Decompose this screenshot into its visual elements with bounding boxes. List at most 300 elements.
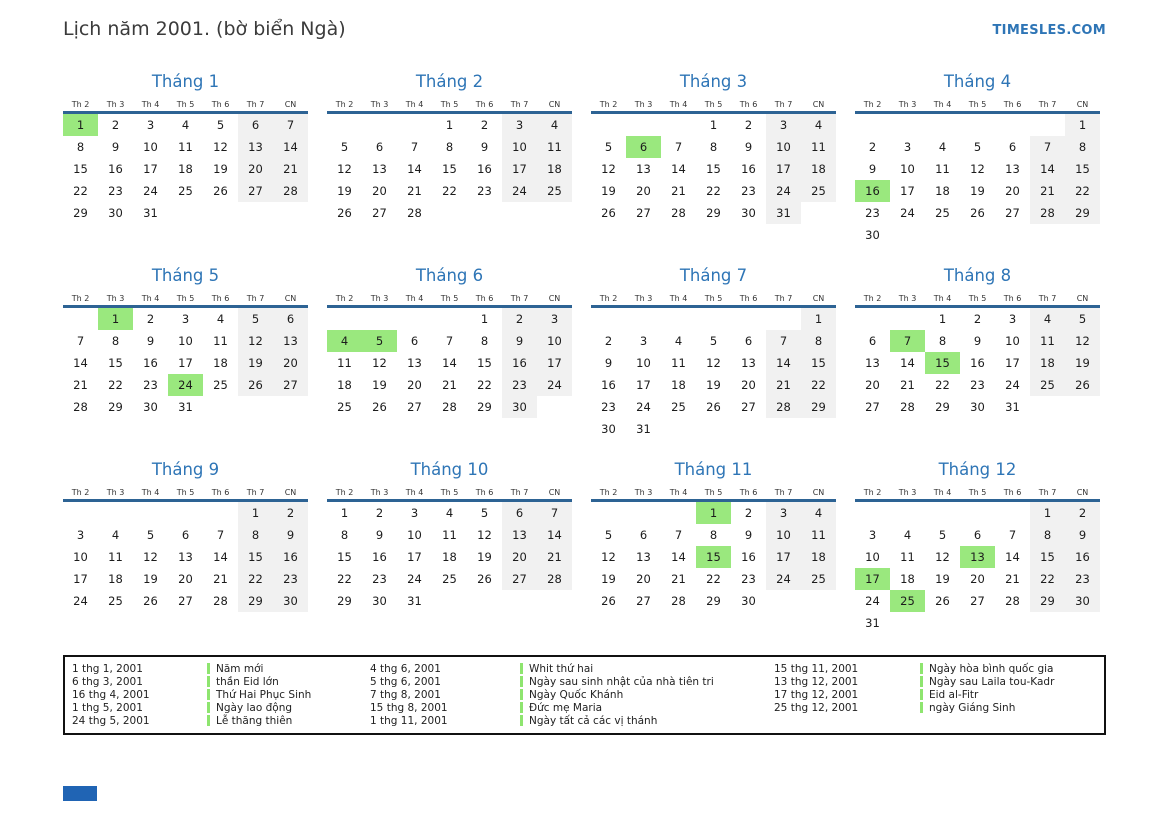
empty-cell	[1030, 396, 1065, 418]
weekday-label: Th 2	[335, 294, 354, 303]
day-cell: 26	[238, 374, 273, 396]
day-cell: 24	[636, 400, 651, 414]
day-cell: 29	[1065, 202, 1100, 224]
day-cell: 19	[601, 184, 616, 198]
empty-cell	[397, 114, 432, 136]
weekday-label: Th 3	[370, 488, 389, 497]
day-cell: 30	[865, 228, 880, 242]
week-row	[855, 114, 1100, 136]
day-cell: 16	[502, 352, 537, 374]
empty-cell	[890, 308, 925, 330]
legend-entry	[774, 675, 1100, 688]
empty-cell	[661, 418, 696, 440]
week-row	[327, 136, 572, 158]
empty-cell	[696, 418, 731, 440]
day-cell: 13	[960, 546, 995, 568]
day-cell: 3	[766, 114, 801, 136]
day-cell: 13	[865, 356, 880, 370]
holiday-date: 15 thg 8, 2001	[370, 701, 448, 714]
day-cell: 29	[801, 396, 836, 418]
day-cell: 3	[1008, 312, 1017, 326]
day-cell: 4	[674, 334, 683, 348]
week-row	[327, 330, 572, 352]
month-title: Tháng 11	[674, 460, 753, 479]
day-cell: 28	[537, 568, 572, 590]
month-11	[591, 460, 836, 654]
empty-cell	[591, 502, 626, 524]
empty-cell	[1065, 612, 1100, 634]
empty-cell	[925, 224, 960, 246]
day-cell: 13	[636, 550, 651, 564]
day-cell: 8	[709, 140, 718, 154]
day-cell: 23	[970, 378, 985, 392]
day-cell: 24	[407, 572, 422, 586]
week-row	[855, 502, 1100, 524]
weekday-label: CN	[1076, 488, 1089, 497]
holiday-name: Đức mẹ Maria	[529, 701, 603, 714]
weekday-label: Th 3	[106, 294, 125, 303]
day-cell: 23	[601, 400, 616, 414]
week-row	[855, 202, 1100, 224]
day-cell: 17	[766, 546, 801, 568]
day-cell: 13	[238, 136, 273, 158]
day-cell: 18	[213, 356, 228, 370]
weekday-label: Th 2	[599, 488, 618, 497]
day-cell: 14	[671, 162, 686, 176]
holiday-marker-icon	[520, 702, 523, 713]
month-title: Tháng 1	[151, 72, 220, 91]
day-cell: 8	[801, 330, 836, 352]
day-cell: 1	[1030, 502, 1065, 524]
holiday-name-wrap	[920, 676, 1054, 688]
empty-cell	[890, 114, 925, 136]
weekday-header-row	[63, 292, 308, 308]
day-cell: 13	[741, 356, 756, 370]
empty-cell	[238, 202, 273, 224]
day-cell: 24	[143, 184, 158, 198]
empty-cell	[537, 202, 572, 224]
week-row	[63, 502, 308, 524]
week-row	[327, 568, 572, 590]
day-cell: 24	[1005, 378, 1020, 392]
holiday-name-wrap	[920, 663, 1053, 675]
holiday-name-wrap	[207, 663, 263, 675]
month-9	[63, 460, 308, 654]
empty-cell	[591, 114, 626, 136]
week-row	[855, 136, 1100, 158]
weekday-label: Th 5	[440, 488, 459, 497]
day-cell: 16	[601, 378, 616, 392]
weekday-label: Th 4	[405, 100, 424, 109]
day-cell: 10	[143, 140, 158, 154]
day-cell: 17	[502, 158, 537, 180]
day-cell: 12	[935, 550, 950, 564]
week-row	[63, 374, 308, 396]
holiday-name-wrap	[207, 676, 279, 688]
weekday-label: Th 3	[106, 488, 125, 497]
empty-cell	[1030, 612, 1065, 634]
day-cell: 6	[973, 528, 982, 542]
weekday-label: CN	[284, 100, 297, 109]
day-cell: 21	[1030, 180, 1065, 202]
weekday-label: Th 5	[176, 100, 195, 109]
day-cell: 8	[938, 334, 947, 348]
weekday-label: Th 2	[863, 294, 882, 303]
page-header	[63, 18, 1106, 40]
weekday-label: Th 7	[774, 100, 793, 109]
day-cell: 13	[407, 356, 422, 370]
day-cell: 30	[741, 594, 756, 608]
empty-cell	[766, 418, 801, 440]
empty-cell	[995, 114, 1030, 136]
day-cell: 7	[674, 140, 683, 154]
holiday-name: Eid al-Fitr	[929, 688, 979, 701]
empty-cell	[98, 502, 133, 524]
holiday-legend	[63, 655, 1106, 735]
legend-entry	[72, 675, 370, 688]
day-cell: 15	[442, 162, 457, 176]
weekday-label: Th 6	[475, 294, 494, 303]
holiday-marker-icon	[207, 663, 210, 674]
day-cell: 22	[73, 184, 88, 198]
brand-link[interactable]: TIMESLES.COM	[992, 23, 1106, 38]
month-title: Tháng 5	[151, 266, 220, 285]
weekday-label: Th 7	[774, 294, 793, 303]
holiday-marker-icon	[520, 676, 523, 687]
holiday-date: 15 thg 11, 2001	[774, 662, 859, 675]
day-cell: 6	[502, 502, 537, 524]
day-cell: 19	[970, 184, 985, 198]
day-cell: 15	[73, 162, 88, 176]
day-cell: 8	[238, 524, 273, 546]
day-cell: 31	[407, 594, 422, 608]
empty-cell	[801, 202, 836, 224]
empty-cell	[168, 502, 203, 524]
day-cell: 25	[890, 590, 925, 612]
weekday-label: Th 4	[141, 100, 160, 109]
day-cell: 10	[865, 550, 880, 564]
month-1	[63, 72, 308, 266]
day-cell: 27	[636, 206, 651, 220]
day-cell: 26	[372, 400, 387, 414]
weekday-label: Th 5	[704, 294, 723, 303]
day-cell: 21	[442, 378, 457, 392]
weekday-label: CN	[1076, 100, 1089, 109]
day-cell: 15	[108, 356, 123, 370]
empty-cell	[661, 114, 696, 136]
holiday-name: thần Eid lớn	[216, 675, 279, 688]
day-cell: 11	[442, 528, 457, 542]
day-cell: 8	[111, 334, 120, 348]
weekday-label: Th 3	[898, 100, 917, 109]
empty-cell	[626, 502, 661, 524]
day-cell: 3	[537, 308, 572, 330]
day-cell: 23	[865, 206, 880, 220]
weekday-label: Th 5	[176, 294, 195, 303]
day-cell: 20	[372, 184, 387, 198]
day-cell: 17	[636, 378, 651, 392]
day-cell: 11	[935, 162, 950, 176]
empty-cell	[362, 114, 397, 136]
holiday-marker-icon	[520, 663, 523, 674]
day-cell: 10	[407, 528, 422, 542]
day-cell: 23	[108, 184, 123, 198]
weekday-label: Th 4	[405, 488, 424, 497]
day-cell: 2	[604, 334, 613, 348]
day-cell: 31	[143, 206, 158, 220]
day-cell: 16	[273, 546, 308, 568]
weekday-label: Th 6	[1003, 488, 1022, 497]
weekday-header-row	[327, 292, 572, 308]
weekday-label: Th 3	[106, 100, 125, 109]
week-row	[63, 330, 308, 352]
day-cell: 26	[970, 206, 985, 220]
footer-brand-block	[63, 786, 97, 801]
empty-cell	[890, 612, 925, 634]
day-cell: 10	[178, 334, 193, 348]
day-cell: 23	[741, 572, 756, 586]
day-cell: 17	[900, 184, 915, 198]
day-cell: 27	[741, 400, 756, 414]
day-cell: 13	[372, 162, 387, 176]
week-row	[63, 396, 308, 418]
empty-cell	[731, 308, 766, 330]
empty-cell	[960, 114, 995, 136]
weekday-label: Th 7	[246, 488, 265, 497]
day-cell: 2	[146, 312, 155, 326]
holiday-name-wrap	[920, 702, 1015, 714]
day-cell: 2	[744, 118, 753, 132]
weekday-label: Th 3	[898, 294, 917, 303]
day-cell: 27	[407, 400, 422, 414]
day-cell: 19	[337, 184, 352, 198]
day-cell: 12	[601, 162, 616, 176]
week-row	[855, 352, 1100, 374]
day-cell: 12	[706, 356, 721, 370]
weekday-label: Th 7	[1038, 294, 1057, 303]
day-cell: 5	[1065, 308, 1100, 330]
day-cell: 1	[709, 118, 718, 132]
empty-cell	[432, 590, 467, 612]
day-cell: 17	[73, 572, 88, 586]
day-cell: 9	[744, 140, 753, 154]
weekday-label: Th 3	[898, 488, 917, 497]
day-cell: 8	[76, 140, 85, 154]
weekday-header-row	[855, 486, 1100, 502]
day-cell: 11	[213, 334, 228, 348]
day-cell: 28	[900, 400, 915, 414]
weekday-label: Th 3	[634, 294, 653, 303]
day-cell: 17	[1005, 356, 1020, 370]
month-4	[855, 72, 1100, 266]
day-cell: 26	[935, 594, 950, 608]
week-row	[591, 568, 836, 590]
day-cell: 3	[410, 506, 419, 520]
weekday-label: Th 6	[1003, 100, 1022, 109]
day-cell: 16	[1065, 546, 1100, 568]
empty-cell	[890, 502, 925, 524]
weekday-header-row	[327, 486, 572, 502]
day-cell: 28	[1005, 594, 1020, 608]
legend-entry	[774, 688, 1100, 701]
day-cell: 12	[372, 356, 387, 370]
day-cell: 27	[502, 568, 537, 590]
weekday-header-row	[327, 98, 572, 114]
empty-cell	[995, 224, 1030, 246]
day-cell: 28	[1030, 202, 1065, 224]
empty-cell	[960, 224, 995, 246]
legend-entry	[72, 688, 370, 701]
day-cell: 16	[372, 550, 387, 564]
week-row	[327, 308, 572, 330]
day-cell: 21	[407, 184, 422, 198]
month-6	[327, 266, 572, 460]
day-cell: 2	[502, 308, 537, 330]
day-cell: 8	[1030, 524, 1065, 546]
day-cell: 19	[706, 378, 721, 392]
week-row	[63, 352, 308, 374]
day-cell: 24	[537, 374, 572, 396]
day-cell: 11	[1030, 330, 1065, 352]
day-cell: 26	[601, 206, 616, 220]
day-cell: 14	[1030, 158, 1065, 180]
weekday-label: Th 2	[863, 100, 882, 109]
day-cell: 1	[63, 114, 98, 136]
legend-entry	[774, 701, 1100, 714]
legend-entry	[370, 662, 774, 675]
legend-column	[370, 662, 774, 727]
empty-cell	[626, 308, 661, 330]
day-cell: 3	[76, 528, 85, 542]
day-cell: 12	[143, 550, 158, 564]
day-cell: 22	[1065, 180, 1100, 202]
holiday-date: 24 thg 5, 2001	[72, 714, 150, 727]
holiday-name-wrap	[520, 702, 602, 714]
day-cell: 28	[671, 206, 686, 220]
weekday-label: Th 6	[739, 488, 758, 497]
day-cell: 8	[445, 140, 454, 154]
day-cell: 2	[273, 502, 308, 524]
day-cell: 24	[168, 374, 203, 396]
day-cell: 16	[143, 356, 158, 370]
weekday-label: Th 5	[176, 488, 195, 497]
empty-cell	[696, 308, 731, 330]
week-row	[63, 136, 308, 158]
empty-cell	[327, 114, 362, 136]
holiday-marker-icon	[207, 689, 210, 700]
day-cell: 7	[537, 502, 572, 524]
week-row	[855, 308, 1100, 330]
empty-cell	[1030, 114, 1065, 136]
day-cell: 6	[626, 136, 661, 158]
weekday-header-row	[591, 98, 836, 114]
weekday-label: Th 4	[933, 294, 952, 303]
day-cell: 18	[178, 162, 193, 176]
day-cell: 26	[601, 594, 616, 608]
day-cell: 21	[671, 572, 686, 586]
empty-cell	[537, 396, 572, 418]
weekday-label: Th 6	[475, 488, 494, 497]
weekday-label: Th 5	[440, 294, 459, 303]
holiday-marker-icon	[920, 702, 923, 713]
day-cell: 23	[477, 184, 492, 198]
weekday-label: Th 6	[1003, 294, 1022, 303]
holiday-marker-icon	[207, 676, 210, 687]
week-row	[327, 158, 572, 180]
month-title: Tháng 10	[410, 460, 489, 479]
day-cell: 25	[671, 400, 686, 414]
day-cell: 30	[970, 400, 985, 414]
day-cell: 5	[709, 334, 718, 348]
day-cell: 9	[375, 528, 384, 542]
empty-cell	[766, 308, 801, 330]
empty-cell	[273, 202, 308, 224]
day-cell: 18	[1030, 352, 1065, 374]
day-cell: 13	[636, 162, 651, 176]
day-cell: 3	[766, 502, 801, 524]
day-cell: 10	[537, 330, 572, 352]
day-cell: 16	[741, 550, 756, 564]
holiday-date: 4 thg 6, 2001	[370, 662, 441, 675]
weekday-label: CN	[284, 294, 297, 303]
week-row	[327, 114, 572, 136]
day-cell: 4	[327, 330, 362, 352]
legend-entry	[370, 688, 774, 701]
day-cell: 15	[1030, 546, 1065, 568]
day-cell: 20	[741, 378, 756, 392]
weekday-header-row	[591, 486, 836, 502]
day-cell: 27	[372, 206, 387, 220]
day-cell: 20	[502, 546, 537, 568]
holiday-date: 7 thg 8, 2001	[370, 688, 441, 701]
day-cell: 5	[216, 118, 225, 132]
day-cell: 13	[1005, 162, 1020, 176]
empty-cell	[925, 502, 960, 524]
day-cell: 7	[1030, 136, 1065, 158]
weekday-label: Th 4	[405, 294, 424, 303]
day-cell: 21	[213, 572, 228, 586]
day-cell: 7	[766, 330, 801, 352]
day-cell: 17	[407, 550, 422, 564]
week-row	[591, 396, 836, 418]
month-10	[327, 460, 572, 654]
day-cell: 15	[337, 550, 352, 564]
day-cell: 9	[273, 524, 308, 546]
month-title: Tháng 12	[938, 460, 1017, 479]
empty-cell	[731, 418, 766, 440]
weekday-label: Th 5	[440, 100, 459, 109]
empty-cell	[327, 308, 362, 330]
day-cell: 20	[970, 572, 985, 586]
empty-cell	[766, 590, 801, 612]
weekday-label: Th 7	[1038, 488, 1057, 497]
day-cell: 22	[337, 572, 352, 586]
weekday-label: Th 7	[774, 488, 793, 497]
day-cell: 3	[181, 312, 190, 326]
day-cell: 8	[709, 528, 718, 542]
week-row	[63, 524, 308, 546]
day-cell: 15	[801, 352, 836, 374]
week-row	[855, 224, 1100, 246]
day-cell: 7	[76, 334, 85, 348]
day-cell: 28	[73, 400, 88, 414]
empty-cell	[855, 502, 890, 524]
legend-entry	[370, 675, 774, 688]
empty-cell	[995, 612, 1030, 634]
weekday-label: Th 4	[669, 294, 688, 303]
empty-cell	[855, 114, 890, 136]
day-cell: 12	[477, 528, 492, 542]
